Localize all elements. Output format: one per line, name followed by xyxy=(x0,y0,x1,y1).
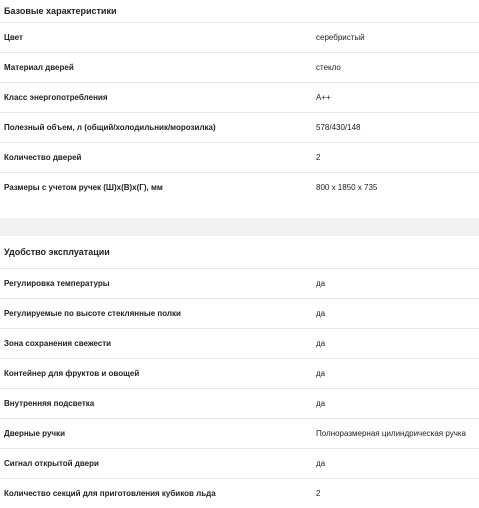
spec-row xyxy=(0,328,479,358)
spec-row xyxy=(0,142,479,172)
spec-value: 800 x 1850 x 735 xyxy=(316,183,378,192)
spec-row xyxy=(0,112,479,142)
spec-label: Материал дверей xyxy=(4,63,74,72)
spec-label: Количество дверей xyxy=(4,153,82,162)
spec-value: 2 xyxy=(316,153,321,162)
spec-value: да xyxy=(316,339,326,348)
spec-value: да xyxy=(316,369,326,378)
spec-value: A++ xyxy=(316,93,331,102)
spec-value: 578/430/148 xyxy=(316,123,361,132)
section-title: Удобство эксплуатации xyxy=(4,247,110,257)
spec-label: Класс энергопотребления xyxy=(4,93,108,102)
spec-row xyxy=(0,418,479,448)
spec-value: стекло xyxy=(316,63,341,72)
spec-label: Сигнал открытой двери xyxy=(4,459,99,468)
spec-value: Полноразмерная цилиндрическая ручка xyxy=(316,429,466,438)
spec-value: да xyxy=(316,279,326,288)
spec-value: да xyxy=(316,459,326,468)
spec-row xyxy=(0,268,479,298)
spec-value: да xyxy=(316,399,326,408)
spec-row xyxy=(0,52,479,82)
spec-row xyxy=(0,82,479,112)
section-basic-specs xyxy=(0,0,479,202)
spec-label: Цвет xyxy=(4,33,23,42)
spec-label: Внутренняя подсветка xyxy=(4,399,95,408)
spec-row xyxy=(0,358,479,388)
spec-label: Контейнер для фруктов и овощей xyxy=(4,369,140,378)
spec-label: Количество секций для приготовления кубиков льда xyxy=(4,489,216,498)
spec-label: Размеры с учетом ручек (Ш)x(В)x(Г), мм xyxy=(4,183,163,192)
spec-value: серебристый xyxy=(316,33,365,42)
spec-value: да xyxy=(316,309,326,318)
spec-value: 2 xyxy=(316,489,321,498)
spec-row xyxy=(0,388,479,418)
section-divider xyxy=(0,218,479,236)
spec-row xyxy=(0,448,479,478)
spec-label: Регулировка температуры xyxy=(4,279,110,288)
spec-row xyxy=(0,172,479,202)
spec-label: Зона сохранения свежести xyxy=(4,339,112,348)
section-title: Базовые характеристики xyxy=(4,6,117,16)
spec-label: Полезный объем, л (общий/холодильник/морозилка) xyxy=(4,123,216,132)
spec-label: Дверные ручки xyxy=(4,429,65,438)
spec-row xyxy=(0,298,479,328)
section-usability xyxy=(0,236,479,508)
spec-label: Регулируемые по высоте стеклянные полки xyxy=(4,309,181,318)
spec-row xyxy=(0,22,479,52)
spec-row xyxy=(0,478,479,508)
